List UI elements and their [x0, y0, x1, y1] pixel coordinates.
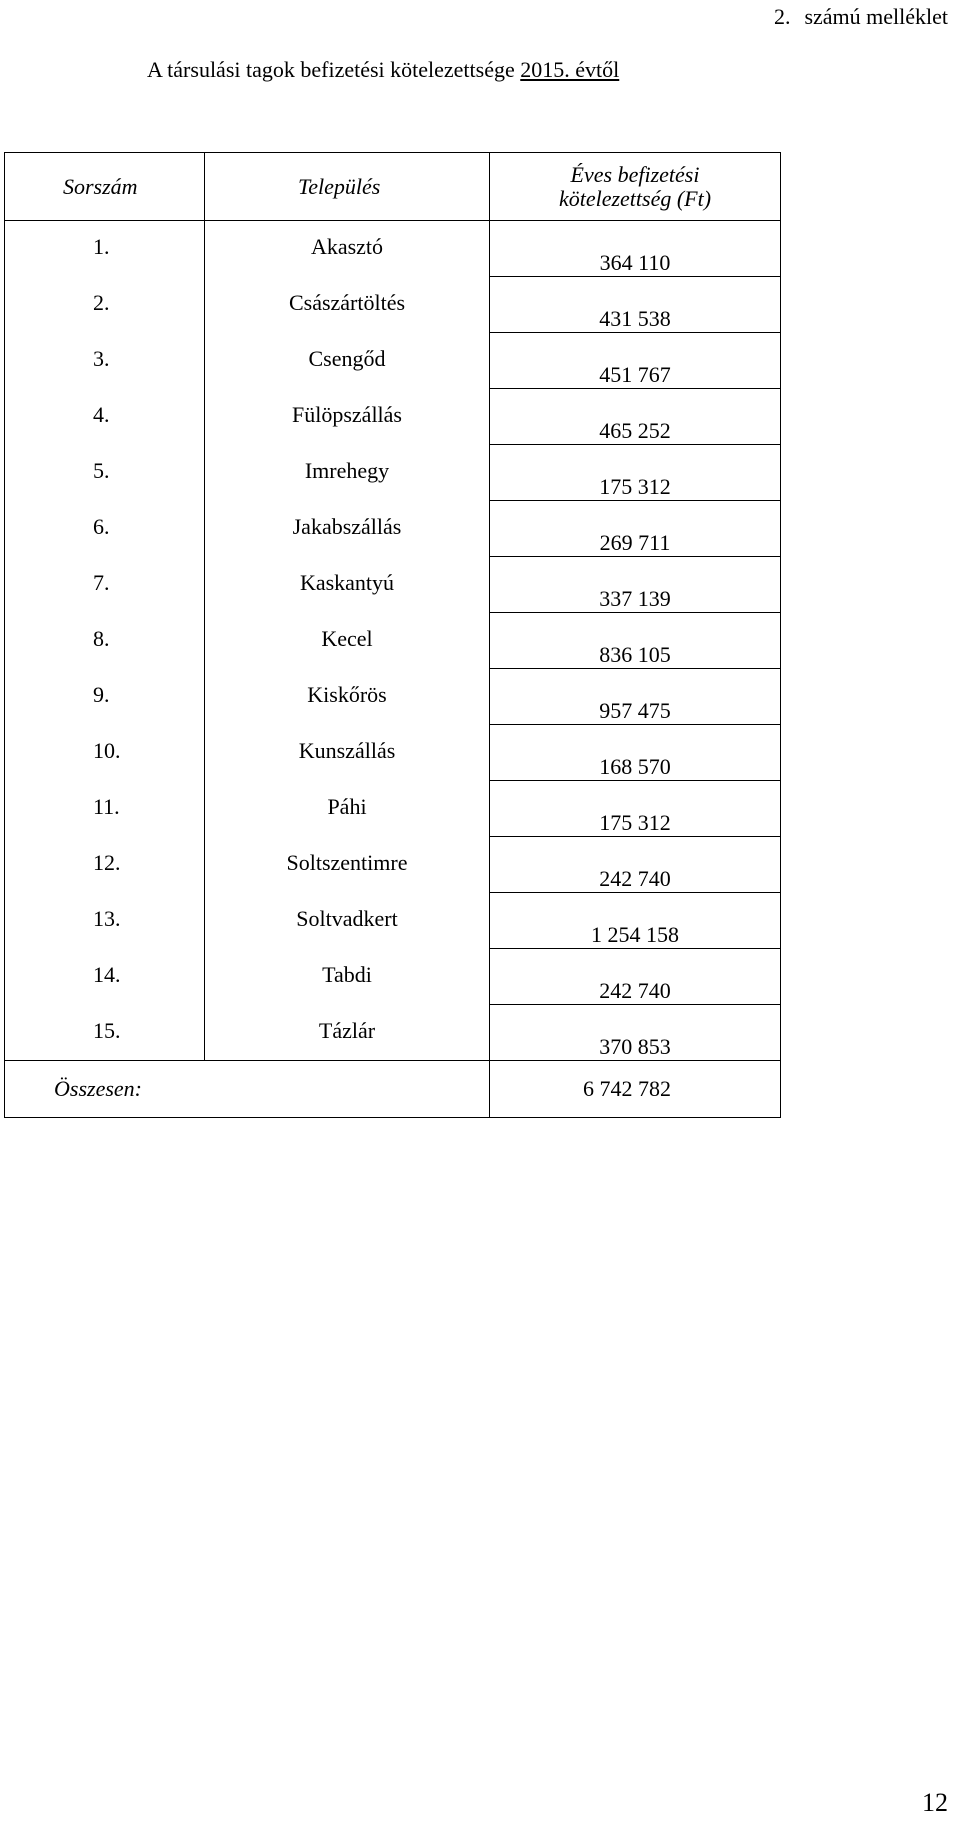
row-index: 1.	[5, 221, 205, 277]
row-municipality: Tabdi	[205, 949, 490, 1005]
table-row	[5, 837, 781, 893]
row-index: 12.	[5, 837, 205, 893]
row-index: 5.	[5, 445, 205, 501]
title-year: 2015. évtől	[520, 57, 620, 82]
row-amount: 337 139	[490, 557, 781, 613]
row-index: 6.	[5, 501, 205, 557]
title-text: A társulási tagok befizetési kötelezettsége	[147, 57, 515, 82]
total-value: 6 742 782	[490, 1061, 781, 1118]
row-amount: 1 254 158	[490, 893, 781, 949]
row-municipality: Fülöpszállás	[205, 389, 490, 445]
annex-text: számú melléklet	[804, 4, 948, 29]
document-title	[147, 57, 619, 83]
row-amount: 370 853	[490, 1005, 781, 1061]
contribution-table	[4, 152, 781, 1118]
row-index: 2.	[5, 277, 205, 333]
row-amount: 836 105	[490, 613, 781, 669]
row-municipality: Imrehegy	[205, 445, 490, 501]
row-index: 13.	[5, 893, 205, 949]
row-index: 11.	[5, 781, 205, 837]
row-index: 3.	[5, 333, 205, 389]
row-index: 9.	[5, 669, 205, 725]
table-header-row	[5, 153, 781, 221]
row-municipality: Soltszentimre	[205, 837, 490, 893]
header-amount	[490, 153, 781, 221]
row-amount: 269 711	[490, 501, 781, 557]
total-label: Összesen:	[5, 1061, 490, 1118]
table-row	[5, 501, 781, 557]
table-row	[5, 725, 781, 781]
table-row	[5, 557, 781, 613]
row-municipality: Tázlár	[205, 1005, 490, 1061]
table-row	[5, 389, 781, 445]
row-index: 10.	[5, 725, 205, 781]
page-number: 12	[922, 1788, 948, 1817]
row-index: 8.	[5, 613, 205, 669]
row-amount: 957 475	[490, 669, 781, 725]
row-index: 15.	[5, 1005, 205, 1061]
table-row	[5, 893, 781, 949]
row-municipality: Akasztó	[205, 221, 490, 277]
row-municipality: Csengőd	[205, 333, 490, 389]
header-amount-line2: kötelezettség (Ft)	[558, 185, 712, 211]
header-index: Sorszám	[5, 153, 205, 221]
row-amount: 175 312	[490, 445, 781, 501]
table-row	[5, 333, 781, 389]
annex-label	[774, 4, 948, 30]
table-row	[5, 949, 781, 1005]
annex-number: 2.	[773, 4, 791, 29]
row-amount: 451 767	[490, 333, 781, 389]
row-municipality: Páhi	[205, 781, 490, 837]
table-row	[5, 1005, 781, 1061]
table-row	[5, 613, 781, 669]
row-municipality: Kaskantyú	[205, 557, 490, 613]
table-row	[5, 781, 781, 837]
row-amount: 242 740	[490, 949, 781, 1005]
row-amount: 175 312	[490, 781, 781, 837]
header-municipality: Település	[205, 153, 490, 221]
table-row	[5, 669, 781, 725]
row-index: 7.	[5, 557, 205, 613]
row-municipality: Jakabszállás	[205, 501, 490, 557]
row-municipality: Császártöltés	[205, 277, 490, 333]
table-row	[5, 445, 781, 501]
row-municipality: Kiskőrös	[205, 669, 490, 725]
header-amount-line1: Éves befizetési	[570, 161, 700, 187]
row-amount: 431 538	[490, 277, 781, 333]
row-municipality: Soltvadkert	[205, 893, 490, 949]
table-row	[5, 277, 781, 333]
total-row	[5, 1061, 781, 1118]
row-amount: 242 740	[490, 837, 781, 893]
row-amount: 168 570	[490, 725, 781, 781]
row-amount: 364 110	[490, 221, 781, 277]
row-index: 4.	[5, 389, 205, 445]
row-index: 14.	[5, 949, 205, 1005]
table-row	[5, 221, 781, 277]
row-municipality: Kecel	[205, 613, 490, 669]
row-municipality: Kunszállás	[205, 725, 490, 781]
row-amount: 465 252	[490, 389, 781, 445]
